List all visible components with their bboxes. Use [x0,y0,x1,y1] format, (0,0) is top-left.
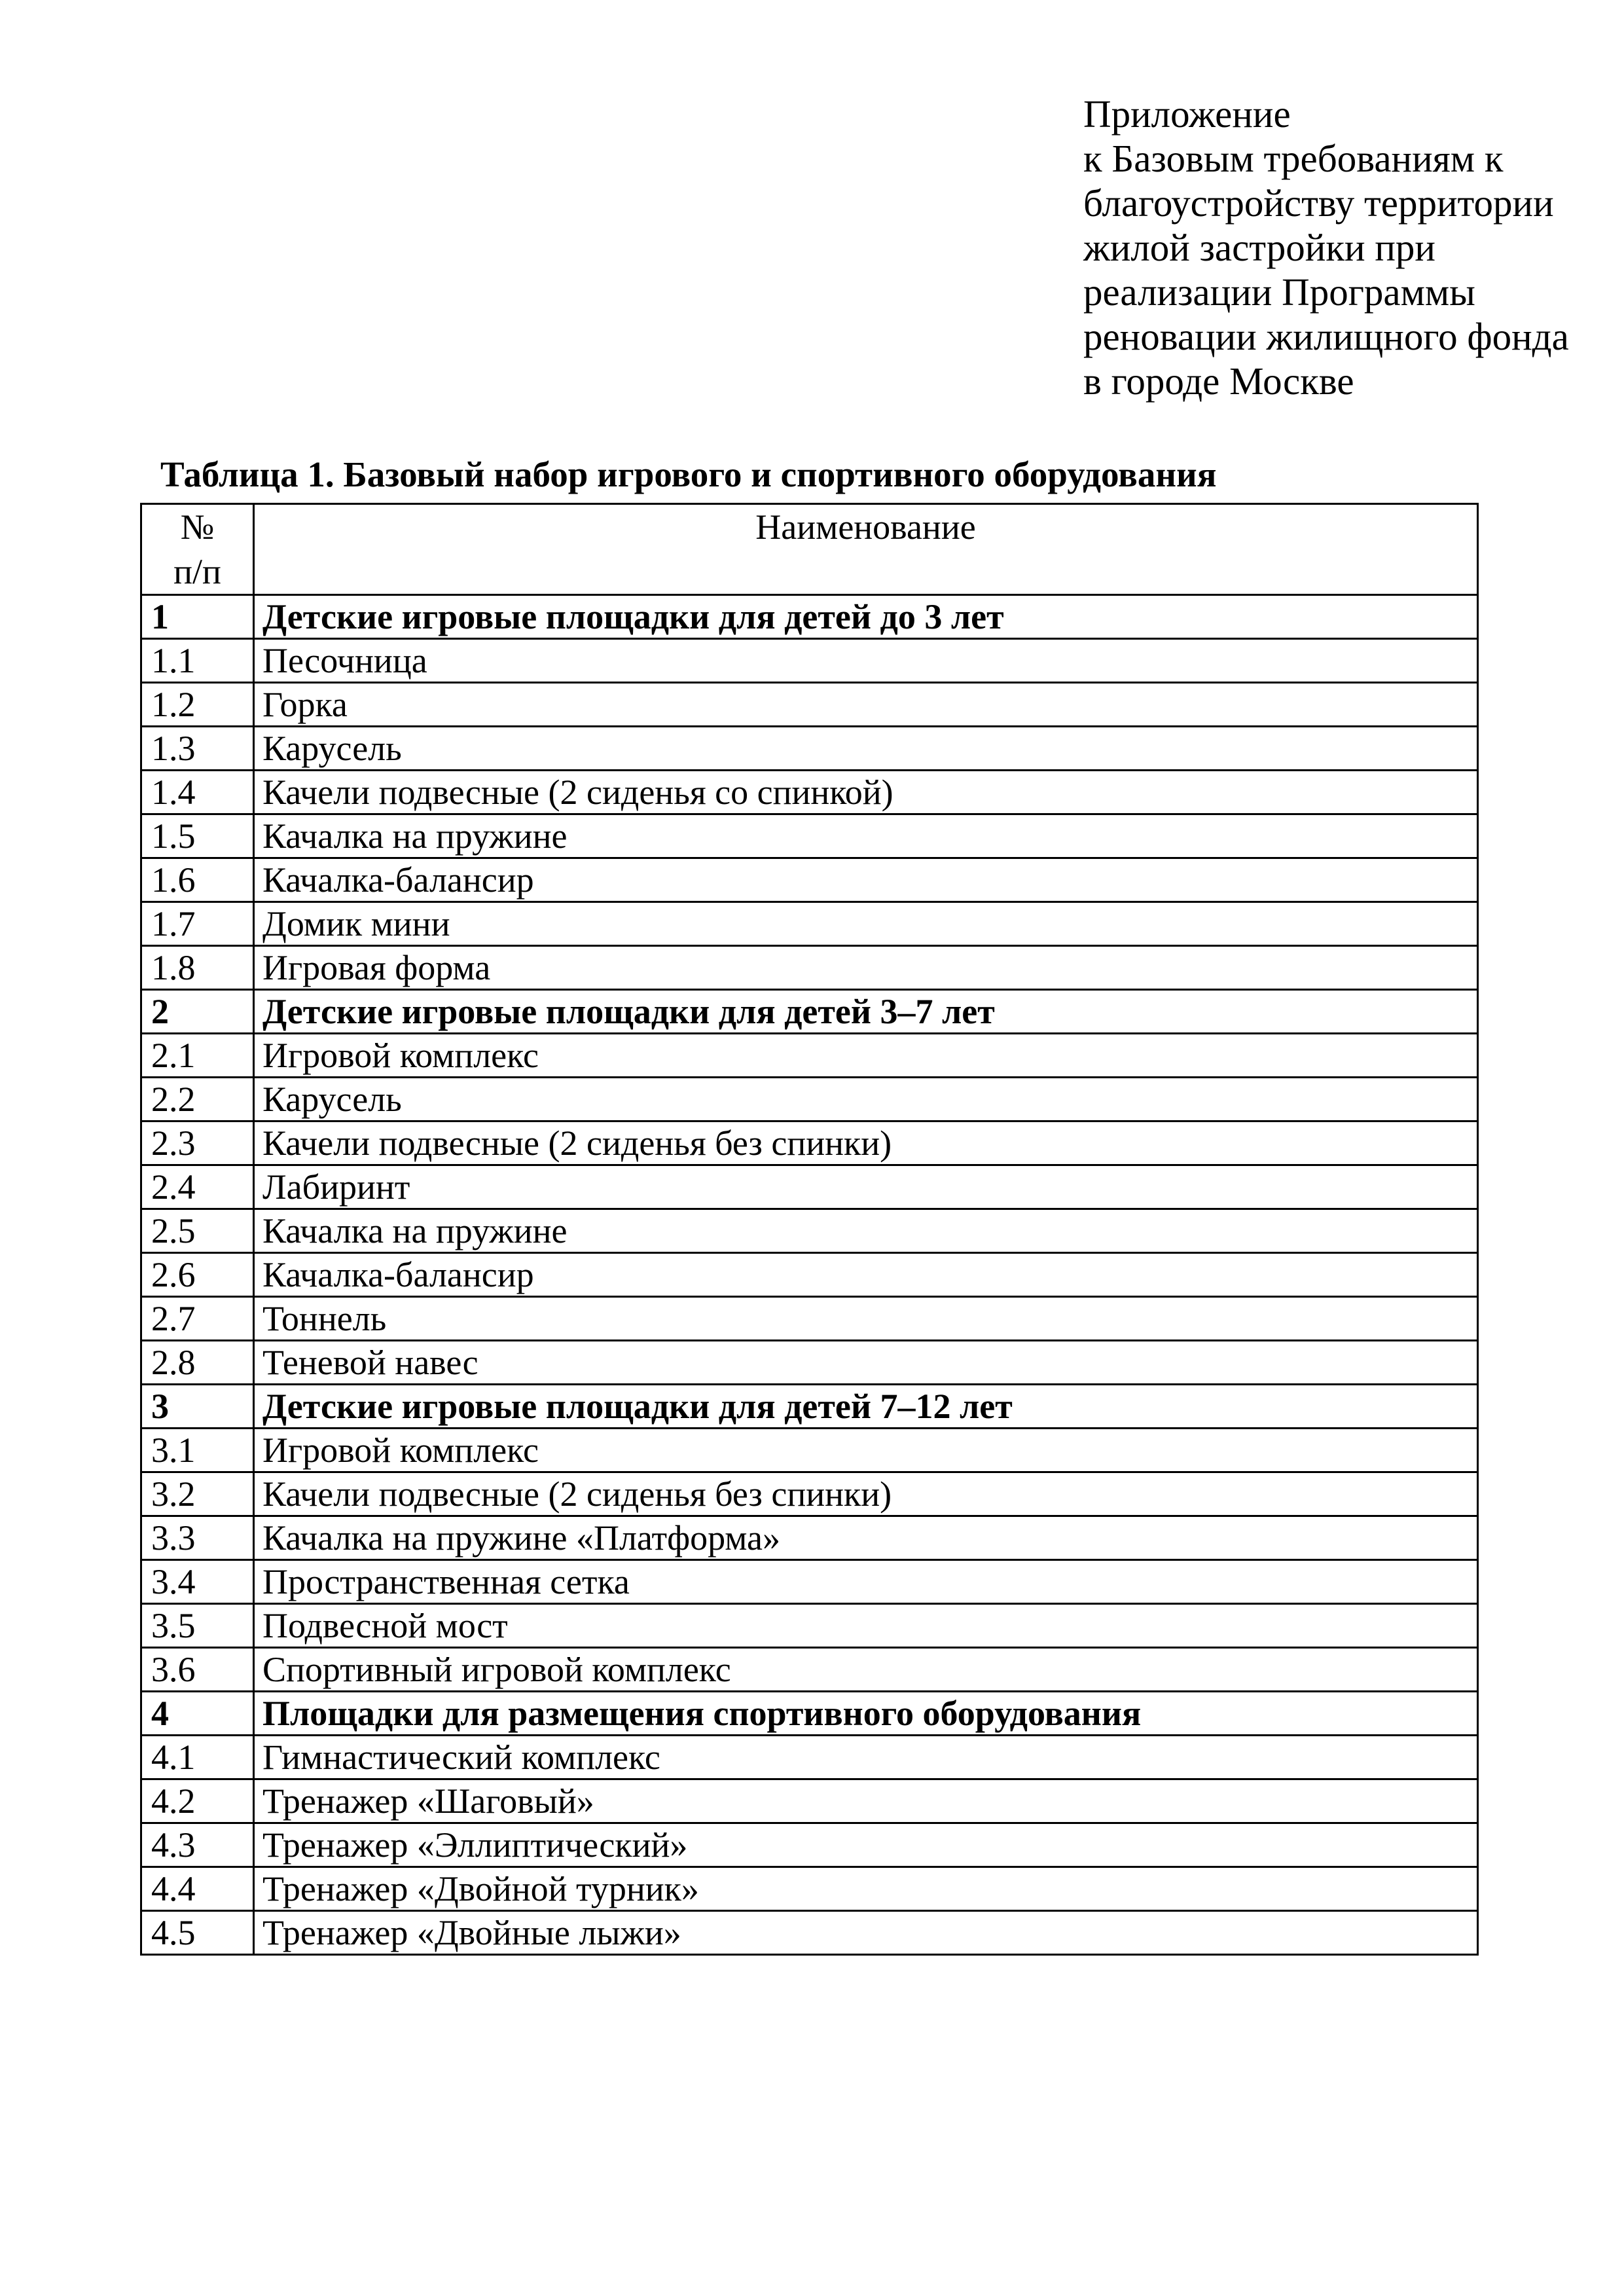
row-number: 2.3 [141,1121,254,1165]
row-name: Площадки для размещения спортивного оборудования [254,1692,1478,1736]
row-name: Детские игровые площадки для детей до 3 лет [254,595,1478,639]
table-row [141,1209,1478,1253]
equipment-table [140,503,1479,1956]
row-number: 4.1 [141,1736,254,1779]
row-number: 3.5 [141,1604,254,1648]
table-body [141,595,1478,1955]
row-name: Лабиринт [254,1165,1478,1209]
row-name: Игровой комплекс [254,1429,1478,1472]
row-name: Тренажер «Двойной турник» [254,1867,1478,1911]
row-number: 2.5 [141,1209,254,1253]
table-row [141,858,1478,902]
row-number: 4.4 [141,1867,254,1911]
row-number: 3.4 [141,1560,254,1604]
table-row [141,683,1478,727]
table-row [141,1911,1478,1955]
row-number: 3.3 [141,1516,254,1560]
row-name: Тренажер «Шаговый» [254,1779,1478,1823]
table-row [141,1078,1478,1121]
row-number: 1.7 [141,902,254,946]
row-name: Качалка на пружине [254,814,1478,858]
row-name: Качалка на пружине «Платформа» [254,1516,1478,1560]
table-row [141,814,1478,858]
row-number: 3.1 [141,1429,254,1472]
table-row [141,1823,1478,1867]
row-name: Песочница [254,639,1478,683]
row-number: 2.6 [141,1253,254,1297]
row-name: Домик мини [254,902,1478,946]
table-row [141,1034,1478,1078]
table-row [141,1867,1478,1911]
table-section-row [141,1692,1478,1736]
table-row [141,1560,1478,1604]
row-name: Пространственная сетка [254,1560,1478,1604]
header-number-sign: № [180,507,215,547]
row-name: Игровой комплекс [254,1034,1478,1078]
row-number: 4.3 [141,1823,254,1867]
table-row [141,902,1478,946]
row-name: Качалка-балансир [254,1253,1478,1297]
row-number: 4 [141,1692,254,1736]
row-name: Детские игровые площадки для детей 7–12 лет [254,1385,1478,1429]
row-number: 3.6 [141,1648,254,1692]
table-row [141,727,1478,771]
row-number: 2.7 [141,1297,254,1341]
row-name: Качалка на пружине [254,1209,1478,1253]
row-number: 2.8 [141,1341,254,1385]
row-number: 2.4 [141,1165,254,1209]
row-number: 1.1 [141,639,254,683]
row-number: 4.5 [141,1911,254,1955]
row-number: 1.8 [141,946,254,990]
row-number: 3.2 [141,1472,254,1516]
table-row [141,1341,1478,1385]
table-header-row [141,504,1478,595]
table-row [141,1297,1478,1341]
row-name: Карусель [254,727,1478,771]
row-number: 1.2 [141,683,254,727]
annex-line: Приложение [1083,92,1291,136]
annex-note [1083,92,1607,403]
table-section-row [141,990,1478,1034]
table-row [141,1604,1478,1648]
table-section-row [141,1385,1478,1429]
row-number: 4.2 [141,1779,254,1823]
annex-line: благоустройству территории [1083,181,1554,225]
row-name: Теневой навес [254,1341,1478,1385]
annex-line: в городе Москве [1083,359,1354,403]
table-row [141,1121,1478,1165]
row-number: 2 [141,990,254,1034]
table-row [141,1165,1478,1209]
row-number: 1.3 [141,727,254,771]
row-name: Гимнастический комплекс [254,1736,1478,1779]
row-name: Спортивный игровой комплекс [254,1648,1478,1692]
row-number: 1 [141,595,254,639]
table-section-row [141,595,1478,639]
table-row [141,771,1478,814]
table-row [141,1779,1478,1823]
header-number-abbr: п/п [173,552,221,591]
table-row [141,946,1478,990]
annex-line: жилой застройки при [1083,226,1436,269]
row-number: 1.4 [141,771,254,814]
row-name: Тренажер «Эллиптический» [254,1823,1478,1867]
annex-line: реновации жилищного фонда [1083,315,1569,358]
table-row [141,1516,1478,1560]
row-name: Качели подвесные (2 сиденья со спинкой) [254,771,1478,814]
annex-line: к Базовым требованиям к [1083,137,1504,180]
row-name: Подвесной мост [254,1604,1478,1648]
row-name: Игровая форма [254,946,1478,990]
table-row [141,639,1478,683]
row-number: 2.2 [141,1078,254,1121]
row-name: Качели подвесные (2 сиденья без спинки) [254,1121,1478,1165]
table-row [141,1736,1478,1779]
row-number: 3 [141,1385,254,1429]
row-name: Карусель [254,1078,1478,1121]
row-name: Тоннель [254,1297,1478,1341]
row-number: 1.6 [141,858,254,902]
row-name: Качели подвесные (2 сиденья без спинки) [254,1472,1478,1516]
table-row [141,1429,1478,1472]
table-row [141,1472,1478,1516]
table-row [141,1648,1478,1692]
table-title: Таблица 1. Базовый набор игрового и спортивного оборудования [160,454,1217,494]
table-row [141,1253,1478,1297]
row-name: Горка [254,683,1478,727]
header-number [141,504,254,595]
row-number: 2.1 [141,1034,254,1078]
header-name: Наименование [254,504,1478,595]
row-name: Детские игровые площадки для детей 3–7 лет [254,990,1478,1034]
row-name: Тренажер «Двойные лыжи» [254,1911,1478,1955]
annex-line: реализации Программы [1083,270,1475,314]
row-name: Качалка-балансир [254,858,1478,902]
row-number: 1.5 [141,814,254,858]
